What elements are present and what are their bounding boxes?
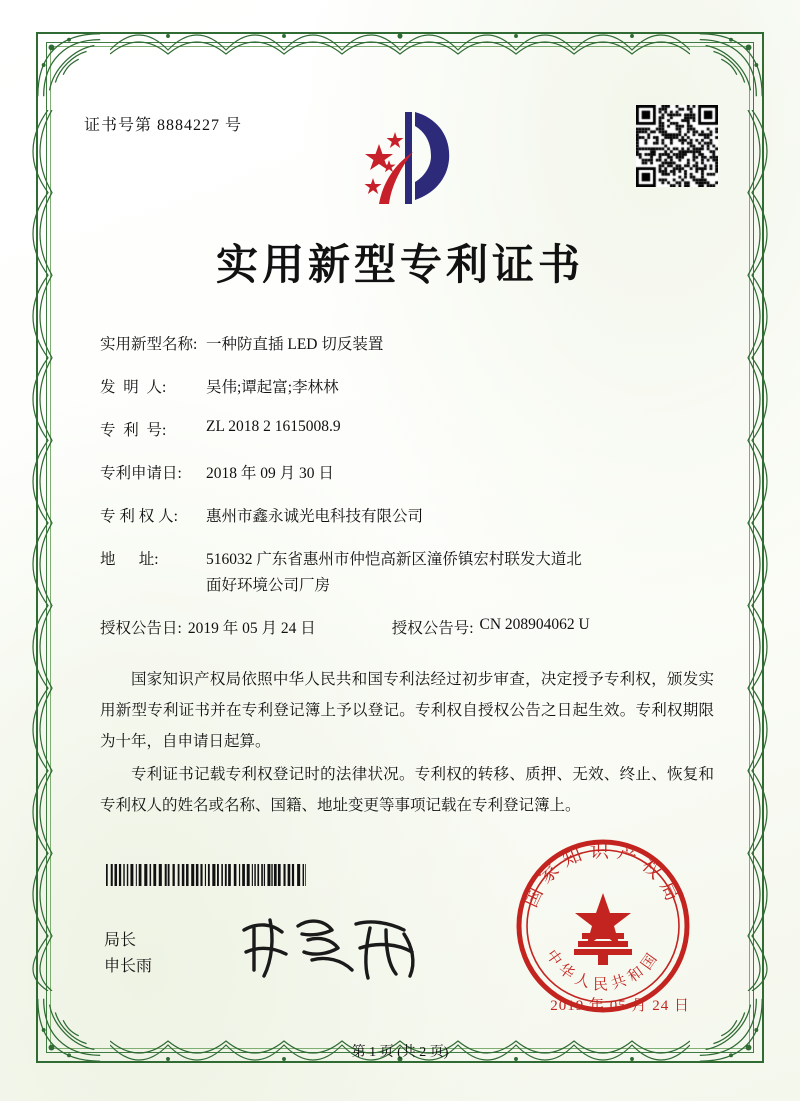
field-value: 惠州市鑫永诚光电科技有限公司 (206, 508, 424, 525)
field-label: 实用新型名称: (100, 336, 198, 353)
field-row (100, 332, 716, 354)
publication-date-value: 2019 年 05 月 24 日 (187, 620, 316, 637)
address-line-1: 516032 广东省惠州市仲恺高新区潼侨镇宏村联发大道北 (206, 551, 582, 568)
publication-date-label: 授权公告日: (100, 620, 182, 637)
barcode (106, 864, 306, 886)
field-row (100, 375, 716, 397)
publication-number-value: CN 208904062 U (479, 616, 590, 633)
seal-date: 2019 年 05 月 24 日 (550, 998, 690, 1014)
field-label: 专 利 号: (100, 422, 167, 439)
director-title-label: 局长 (104, 932, 137, 949)
handwritten-signature-icon (236, 908, 426, 988)
official-seal (514, 837, 692, 1015)
field-value: 一种防直插 LED 切反装置 (206, 336, 384, 353)
field-row (100, 418, 716, 440)
publication-number (392, 616, 590, 638)
publication-number-label: 授权公告号: (391, 620, 474, 637)
field-row (100, 504, 716, 526)
field-value: ZL 2018 2 1615008.9 (206, 418, 341, 435)
paragraph: 国家知识产权局依照中华人民共和国专利法经过初步审查，决定授予专利权，颁发实用新型专利证书并在专利登记簿上予以登记。专利权自授权公告之日起生效。专利权期限为十年，自申请日起算。 (100, 671, 714, 750)
field-value (206, 547, 716, 595)
field-row-address (100, 547, 716, 595)
field-label: 专利申请日: (100, 465, 182, 482)
page-footer: 第 1 页 (共 2 页) (351, 1045, 449, 1060)
director-name-label: 申长雨 (104, 958, 153, 975)
border-ornament-top-icon (110, 24, 690, 58)
field-value: 吴伟;谭起富;李林林 (206, 379, 339, 396)
body-text (100, 664, 714, 823)
cnipa-logo-icon (355, 104, 465, 214)
corner-ornament-icon (30, 26, 108, 104)
signature-block (104, 928, 152, 980)
certificate-number: 证书号第 8884227 号 (84, 117, 243, 134)
field-row (100, 461, 716, 483)
field-list (100, 332, 716, 652)
field-value: 2018 年 09 月 30 日 (206, 465, 334, 482)
address-line-2: 面好环境公司厂房 (206, 577, 331, 594)
page-title: 实用新型专利证书 (215, 240, 584, 289)
paragraph: 专利证书记载专利权登记时的法律状况。专利权的转移、质押、无效、终止、恢复和专利权人的姓名或名称、国籍、地址变更等事项记载在专利登记簿上。 (100, 766, 714, 814)
qr-code (636, 105, 718, 187)
svg-text:中华人民共和国: 中华人民共和国 (542, 946, 664, 993)
svg-text:国家知识产权局: 国家知识产权局 (519, 840, 687, 911)
field-label: 专 利 权 人: (100, 508, 178, 525)
publication-row (100, 616, 716, 638)
publication-date (100, 616, 316, 638)
field-label: 发 明 人: (100, 379, 167, 396)
field-label: 地 址: (100, 551, 159, 568)
corner-ornament-icon (692, 26, 770, 104)
